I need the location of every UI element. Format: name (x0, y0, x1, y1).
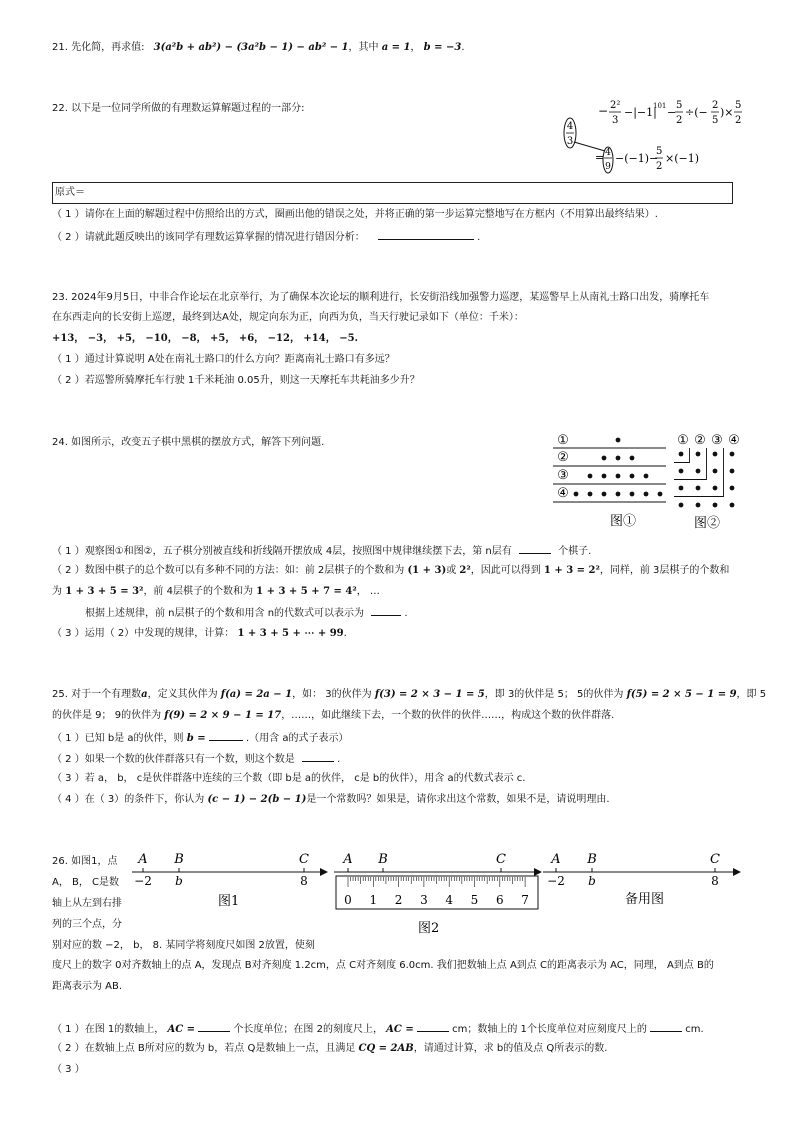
q22-l2-eq: = (595, 151, 605, 164)
q26-f3-B: B (587, 852, 597, 867)
q24-fig1-label-1: ① (557, 433, 569, 448)
q22-part2-end: . (477, 232, 481, 243)
q25-p4c: 是一个常数吗？如果是，请你求出这个常数，如果不是，请说明理由. (306, 794, 610, 805)
q22-part2 (52, 229, 480, 245)
fig1-stone (588, 474, 593, 479)
q24-p2b: (1 + 3) (407, 565, 447, 576)
q26-f3-nb: b (588, 874, 596, 888)
fig2-stone (679, 469, 684, 474)
q25-line2 (52, 709, 614, 723)
q24-p2e: ，因此可以得到 (470, 565, 541, 576)
q24-fig2-caption: 图② (694, 516, 721, 531)
q26-f1-nb: b (175, 874, 183, 888)
q22-l2-rest: −(−1)− (615, 152, 659, 165)
q22-circled-bottom-num: 4 (605, 148, 611, 158)
q24-part2-line3 (85, 605, 408, 621)
q24-fig1-label-4: ④ (557, 486, 569, 501)
q26-p1f: cm. (685, 1024, 704, 1035)
q26-f2-caption: 图2 (418, 921, 440, 936)
q21-line (52, 41, 465, 55)
q23-line2: 在东西走向的长安街上巡逻，最终到达A处，规定向东为正，向西为负，当天行驶记录如下（单位：千米）： (52, 312, 524, 323)
fig2-stone (679, 452, 684, 457)
q24-fig2-label-2: ② (694, 433, 706, 448)
ruler-tick-label: 3 (420, 893, 428, 907)
q24-figure2 (674, 433, 740, 531)
q22-solution-figure (555, 96, 745, 176)
q24-fig2-label-3: ③ (711, 433, 723, 448)
q24-question: 24. 如图所示，改变五子棋中黑棋的摆放方式，解答下列问题. (52, 437, 325, 448)
q22-question: 22. 以下是一位同学所做的有理数运算解题过程的一部分: (52, 103, 305, 114)
fig2-stone (679, 503, 684, 508)
q22-l1-abs: −|−1| (624, 106, 657, 119)
q22-circled-bottom-den: 9 (605, 162, 611, 172)
q23-line1: 23. 2024年9月5日，中非合作论坛在北京举行，为了确保本次论坛的顺利进行，长安街沿线加强警力巡逻，某巡警早上从南礼士路口出发，骑摩托车 (52, 292, 710, 303)
fig1-stone (616, 492, 621, 497)
q25-l2b: 9的伙伴为 (114, 710, 162, 721)
q26-p2b: CQ = 2AB (358, 1043, 414, 1054)
q26-part1 (52, 1021, 704, 1037)
q26-f1-B: B (174, 852, 184, 867)
q25-l1k: ，即 5 (736, 689, 767, 700)
q25-l1b: a (141, 689, 148, 700)
q26-f1-A: A (138, 852, 148, 867)
q26-f1-na: −2 (134, 874, 152, 888)
ruler-tick-label: 0 (344, 893, 352, 907)
fig1-stone (616, 456, 621, 461)
q21-sep: ， (410, 42, 421, 53)
q26-line6: 度尺上的数字 0对齐数轴上的点 A，发现点 B对齐刻度 1.2cm，点 C对齐刻度 6.0cm. 我们把数轴上点 A到点 C的距离表示为 AC，同理， A到点 B的 (52, 960, 714, 971)
q22-l1-f1n: 5 (676, 100, 683, 111)
q26-f3-na: −2 (547, 874, 565, 888)
q26-part1-blank3[interactable] (650, 1021, 682, 1032)
q22-l1-f2d: 5 (712, 115, 719, 126)
q26-figure1-number-line (130, 848, 330, 910)
q22-l2-fn: 5 (656, 146, 663, 157)
q26-f3-nc: 8 (711, 874, 719, 888)
q22-l1-f3d: 2 (735, 115, 742, 126)
fig1-stone (658, 492, 663, 497)
q26-part1-blank1[interactable] (198, 1021, 230, 1032)
q24-p3c: . (343, 628, 347, 639)
ruler-tick-label: 6 (495, 893, 504, 907)
fig2-stone (730, 469, 735, 474)
q24-figure1 (553, 433, 666, 529)
ruler-tick-label: 2 (394, 893, 403, 907)
fig2-stone (696, 452, 701, 457)
q22-connector (574, 142, 605, 151)
q26-p2a: （ 2 ）在数轴上点 B所对应的数为 b，若点 Q是数轴上一点，且满足 (52, 1043, 356, 1054)
q24-p2f: 1 + 3 = 2² (543, 565, 600, 576)
fig2-stone (679, 486, 684, 491)
q25-line1 (52, 688, 766, 702)
fig2-stone (713, 469, 718, 474)
fig1-stone (644, 474, 649, 479)
q26-figure3-spare-number-line (543, 848, 743, 910)
q26-side-3: 轴上从左到右排 (52, 898, 122, 909)
q24-p3b: 1 + 3 + 5 + ⋯ + 99 (237, 628, 344, 639)
q24-p2g: ，同样，前 3层棋子的个数和 (599, 565, 730, 576)
q26-part3: （ 3 ） (52, 1064, 85, 1075)
q26-p2c: ，请通过计算，求 b的值及点 Q所表示的数. (413, 1043, 608, 1054)
q25-l1e: ，如： (292, 689, 323, 700)
fig2-stone (730, 452, 735, 457)
q25-l1d: f(a) = 2a − 1 (220, 689, 293, 700)
q24-p2j: ，前 4层棋子的个数和为 (143, 586, 253, 597)
fig2-stone (713, 503, 718, 508)
q24-p2n: . (404, 608, 408, 619)
q26-f2-B: B (378, 852, 388, 867)
q24-p2k: 1 + 3 + 5 + 7 = 4² (256, 586, 357, 597)
q26-p1d: AC = (386, 1024, 414, 1035)
q22-answer-box[interactable] (52, 182, 733, 204)
fig1-stone (630, 492, 635, 497)
q25-l2a: 的伙伴是 9； (52, 710, 112, 721)
fig1-stone (616, 474, 621, 479)
q21-label: 21. 先化简，再求值: (52, 42, 145, 53)
q22-l1-minus: − (598, 104, 609, 118)
q24-fig1-caption: 图① (610, 514, 637, 529)
q25-part1-blank[interactable] (209, 730, 243, 741)
q26-figure2-ruler (334, 848, 544, 938)
q26-p1b: AC = (167, 1024, 196, 1035)
q26-side-1: 26. 如图1，点 (52, 856, 118, 867)
q22-l1-num: 2² (610, 100, 621, 111)
q25-l1c: ，定义其伙伴为 (147, 689, 218, 700)
q25-p1b: b = (186, 733, 206, 744)
fig1-stone (588, 492, 593, 497)
q21-b-value: b = −3 (423, 42, 462, 53)
q25-p4b: (c − 1) − 2(b − 1) (207, 794, 307, 805)
q24-p2h: 为 (52, 586, 62, 597)
q22-box-label: 原式＝ (55, 187, 85, 198)
q22-l1-den: 3 (612, 115, 619, 126)
q26-ruler-body (336, 876, 538, 909)
q21-end: . (461, 42, 465, 53)
q24-part3 (52, 627, 347, 641)
q22-l1-div: ÷(− (685, 106, 708, 119)
q26-f3-caption: 备用图 (625, 892, 665, 907)
q22-l2-tail: ×(−1) (665, 152, 700, 165)
q25-l1j: f(5) = 2 × 5 − 1 = 9 (626, 689, 737, 700)
q25-part1 (52, 730, 348, 746)
q25-l2c: f(9) = 2 × 9 − 1 = 17 (164, 710, 282, 721)
q26-p1e: cm；数轴上的 1个长度单位对应刻度尺上的 (452, 1024, 647, 1035)
fig1-stone (574, 492, 579, 497)
q24-p2c: 或 (446, 565, 457, 576)
q22-circled-top-num: 4 (566, 121, 574, 132)
fig2-stone (696, 503, 701, 508)
q26-line7: 距离表示为 AB. (52, 981, 123, 992)
q26-line5: 别对应的数 −2， b， 8. 某同学将刻度尺如图 2放置，使刻 (52, 940, 315, 951)
q24-part1-text: （ 1 ）观察图①和图②，五子棋分别被直线和折线隔开摆放成 4层，按照图中规律继续摆下去，第 n层有 (52, 546, 512, 557)
q25-l1i: 5的伙伴为 (577, 689, 624, 700)
fig1-stone (602, 492, 607, 497)
q21-a-value: a = 1 (381, 42, 411, 53)
q24-p2a: （ 2 ）数图中棋子的总个数可以有多种不同的方法：如：前 2层棋子的个数和为 (52, 565, 405, 576)
q26-p1c: 个长度单位；在图 2的刻度尺上， (233, 1024, 383, 1035)
q26-f1-C: C (299, 852, 309, 867)
q24-figures (548, 430, 748, 534)
fig1-stone (602, 474, 607, 479)
q25-p1a: （ 1 ）已知 b是 a的伙伴，则 (52, 733, 184, 744)
q22-part2-blank[interactable] (378, 229, 474, 240)
fig2-stone (730, 486, 735, 491)
q24-p2i: 1 + 3 + 5 = 3² (65, 586, 144, 597)
q24-part1-end: 个棋子. (558, 546, 592, 557)
fig1-stone (630, 474, 635, 479)
q25-part4 (52, 793, 610, 807)
q25-p2b: . (337, 754, 341, 765)
q26-side-4: 列的三个点，分 (52, 919, 122, 930)
q25-l2d: ，……，如此继续下去，一个数的伙伴的伙伴……，构成这个数的伙伴群落. (281, 710, 615, 721)
q22-circled-top-den: 3 (566, 136, 574, 147)
q25-l1h: ，即 3的伙伴是 5； (484, 689, 574, 700)
ruler-tick-label: 1 (369, 893, 378, 907)
q24-part1-blank[interactable] (519, 543, 551, 554)
q24-fig1-label-3: ③ (557, 468, 569, 483)
q25-l1f: 3的伙伴为 (325, 689, 372, 700)
fig2-stone (713, 452, 718, 457)
q24-p2m: 根据上述规律，前 n层棋子的个数和用含 n的代数式可以表示为 (85, 608, 365, 619)
ruler-tick-label: 5 (470, 893, 479, 907)
q25-part2 (52, 751, 340, 767)
q24-part2-blank[interactable] (371, 605, 401, 616)
q26-f2-C: C (496, 852, 506, 867)
q24-part1 (52, 543, 591, 559)
q22-l2-fd: 2 (656, 161, 663, 172)
q22-l1-f1d: 2 (676, 115, 683, 126)
fig2-stone (696, 486, 701, 491)
q24-p2d: 2² (459, 565, 471, 576)
q24-part2-line1 (52, 564, 729, 578)
q26-part2 (52, 1042, 607, 1056)
fig1-stone (644, 492, 649, 497)
q24-fig2-label-4: ④ (728, 433, 740, 448)
q22-l1-exp: 101 (653, 102, 667, 110)
q22-l1-mul: )× (720, 106, 734, 119)
q26-f3-A: A (551, 852, 561, 867)
q22-part1: （ 1 ）请你在上面的解题过程中仿照给出的方式，圈画出他的错误之处，并将正确的第一步运算完整地写在方框内（不用算出最终结果）. (52, 209, 658, 220)
q24-fig2-label-1: ① (677, 433, 689, 448)
q24-p2l: ， … (356, 586, 380, 597)
fig1-stone (602, 456, 607, 461)
q26-f3-C: C (710, 852, 720, 867)
q22-l1-op1: − (667, 106, 677, 119)
q23-part2: （ 2 ）若巡警所骑摩托车行驶 1千米耗油 0.05升，则这一天摩托车共耗油多少升？ (52, 375, 420, 386)
q25-p1c: .（用含 a的式子表示） (245, 733, 349, 744)
q26-f1-nc: 8 (300, 874, 308, 888)
ruler-tick-label: 4 (445, 893, 454, 907)
fig2-stone (713, 486, 718, 491)
q26-side-2: A， B， C是数 (52, 877, 120, 888)
fig2-divider (674, 448, 707, 480)
q24-p3a: （ 3 ）运用（ 2）中发现的规律，计算： (52, 628, 235, 639)
q25-l1a: 25. 对于一个有理数 (52, 689, 142, 700)
ruler-tick-label: 7 (521, 893, 529, 907)
q21-condition-text: ，其中 (348, 42, 379, 53)
q22-part2-text: （ 2 ）请就此题反映出的该同学有理数运算掌握的情况进行错因分析： (52, 232, 365, 243)
q22-l1-f2n: 2 (712, 100, 719, 111)
q26-f2-A: A (343, 852, 353, 867)
fig1-stone (616, 438, 621, 443)
q23-records: +13， −3， +5， −10， −8， +5， +6， −12， +14， −5. (52, 333, 359, 344)
q22-l1-f3n: 5 (735, 100, 742, 111)
q26-part1-blank2[interactable] (417, 1021, 449, 1032)
q25-part2-blank[interactable] (302, 751, 334, 762)
q26-f1-caption: 图1 (218, 894, 240, 909)
fig1-stone (630, 456, 635, 461)
fig2-stone (730, 503, 735, 508)
q25-l1g: f(3) = 2 × 3 − 1 = 5 (374, 689, 485, 700)
fig2-stone (696, 469, 701, 474)
q26-p1a: （ 1 ）在图 1的数轴上， (52, 1024, 165, 1035)
q25-p4a: （ 4 ）在（ 3）的条件下，你认为 (52, 794, 205, 805)
q24-part2-line2 (52, 585, 380, 599)
q25-p2a: （ 2 ）如果一个数的伙伴群落只有一个数，则这个数是 (52, 754, 295, 765)
q24-fig1-label-2: ② (557, 450, 569, 465)
q23-part1: （ 1 ）通过计算说明 A处在南礼士路口的什么方向？距离南礼士路口有多远？ (52, 354, 395, 365)
q25-part3: （ 3 ）若 a， b， c是伙伴群落中连续的三个数（即 b是 a的伙伴， c是 b的伙伴），用含 a的代数式表示 c. (52, 773, 526, 784)
q21-expression: 3(a²b + ab²) − (3a²b − 1) − ab² − 1 (153, 42, 349, 53)
